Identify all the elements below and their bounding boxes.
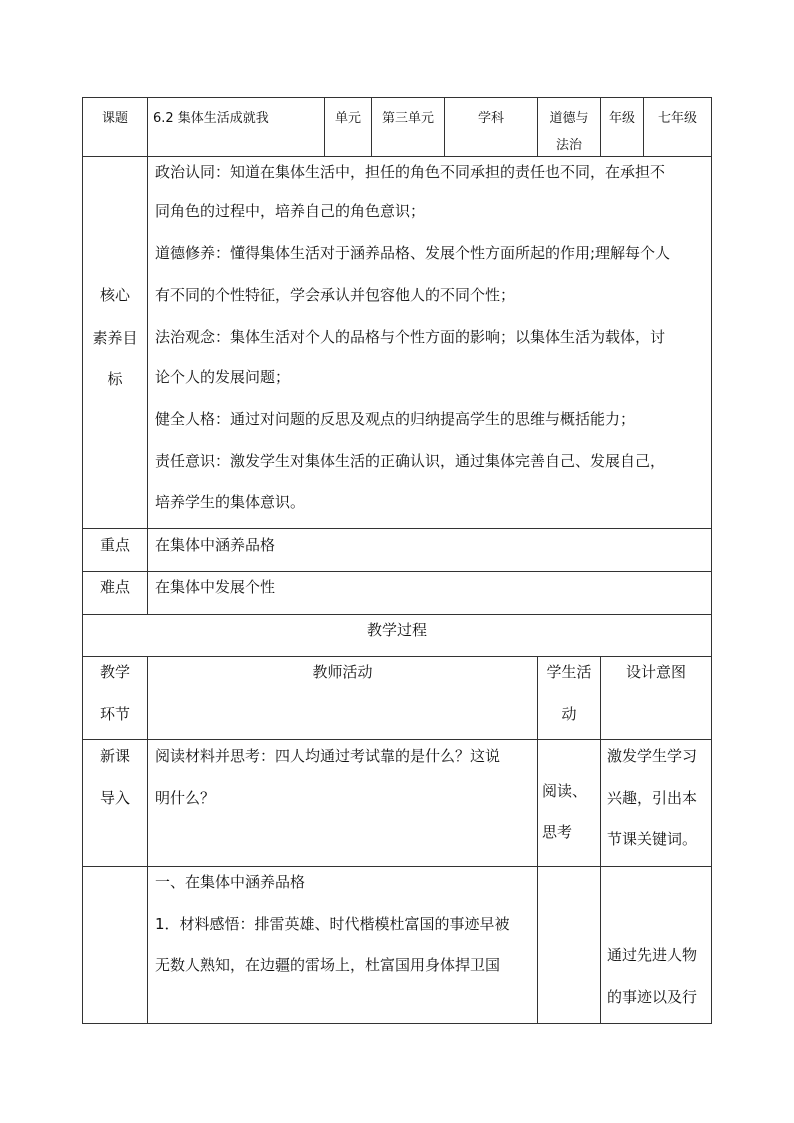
subject-value: 法治 (555, 138, 582, 153)
table-rule (82, 739, 712, 740)
core-text-line: 同角色的过程中，培养自己的角色意识； (155, 202, 426, 220)
core-text-line: 法治观念：集体生活对个人的品格与个性方面的影响；以集体生活为载体，讨 (155, 328, 666, 346)
intro-student-activity: 思考 (542, 823, 573, 841)
stage-header: 教学 (99, 663, 130, 681)
table-rule (82, 1023, 712, 1024)
intro-design-intent: 节课关键词。 (607, 830, 698, 848)
table-rule (82, 656, 712, 657)
subject-label: 学科 (477, 111, 504, 126)
student-activity-header: 学生活 (546, 663, 592, 681)
core-text-line: 论个人的发展问题； (155, 368, 291, 386)
stage-header: 环节 (99, 705, 130, 723)
core-label: 核心 (99, 286, 130, 304)
intro-stage: 导入 (99, 789, 130, 807)
table-rule (444, 97, 445, 156)
key-point-label: 重点 (99, 536, 130, 554)
table-rule (82, 866, 712, 867)
table-rule (82, 156, 712, 157)
table-rule (82, 614, 712, 615)
intro-teacher-activity: 明什么？ (155, 789, 216, 807)
difficulty-value: 在集体中发展个性 (155, 578, 276, 596)
section-heading: 一、在集体中涵养品格 (155, 873, 306, 891)
teacher-activity-header: 教师活动 (312, 663, 373, 681)
lesson-label: 课题 (101, 111, 128, 126)
intro-teacher-activity: 阅读材料并思考：四人均通过考试靠的是什么？这说 (155, 747, 501, 765)
core-text-line: 培养学生的集体意识。 (155, 493, 306, 511)
unit-value: 第三单元 (381, 111, 434, 126)
process-title: 教学过程 (366, 621, 427, 639)
core-text-line: 责任意识：激发学生对集体生活的正确认识，通过集体完善自己、发展自己， (155, 452, 666, 470)
table-rule (324, 97, 325, 156)
difficulty-label: 难点 (99, 578, 130, 596)
unit-label: 单元 (334, 111, 361, 126)
intro-student-activity: 阅读、 (542, 782, 588, 800)
section-design-intent: 的事迹以及行 (607, 988, 698, 1006)
section-design-intent: 通过先进人物 (607, 946, 698, 964)
core-label: 素养目 (92, 329, 138, 347)
table-rule (82, 528, 712, 529)
grade-value: 七年级 (657, 111, 697, 126)
core-text-line: 政治认同：知道在集体生活中，担任的角色不同承担的责任也不同，在承担不 (155, 163, 666, 181)
table-rule (711, 97, 712, 1024)
section-text-line: 无数人熟知，在边疆的雷场上，杜富国用身体捍卫国 (155, 956, 501, 974)
table-rule (82, 571, 712, 572)
subject-value: 道德与 (549, 111, 589, 126)
intro-design-intent: 兴趣，引出本 (607, 789, 698, 807)
table-rule (643, 97, 644, 156)
table-rule (371, 97, 372, 156)
table-rule (82, 97, 712, 98)
core-label: 标 (107, 370, 123, 388)
core-text-line: 健全人格：通过对问题的反思及观点的归纳提高学生的思维与概括能力； (155, 410, 636, 428)
intro-stage: 新课 (99, 747, 130, 765)
table-rule (82, 97, 83, 1024)
lesson-value: 6.2 集体生活成就我 (153, 111, 269, 126)
section-text-line: 1．材料感悟：排雷英雄、时代楷模杜富国的事迹早被 (155, 915, 510, 933)
key-point-value: 在集体中涵养品格 (155, 536, 276, 554)
intro-design-intent: 激发学生学习 (607, 747, 698, 765)
design-intent-header: 设计意图 (625, 663, 686, 681)
grade-label: 年级 (608, 111, 635, 126)
student-activity-header: 动 (561, 705, 577, 723)
core-text-line: 有不同的个性特征，学会承认并包容他人的不同个性； (155, 286, 516, 304)
core-text-line: 道德修养：懂得集体生活对于涵养品格、发展个性方面所起的作用;理解每个人 (155, 244, 671, 262)
